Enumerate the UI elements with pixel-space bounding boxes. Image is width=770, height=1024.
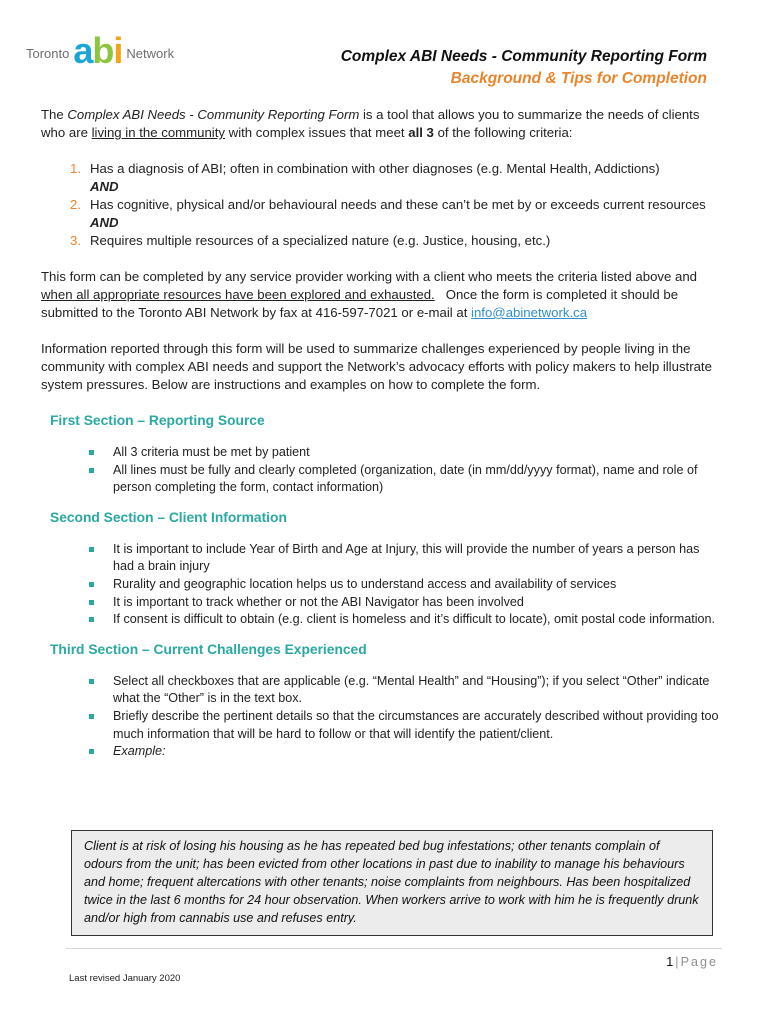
- list-item: [89, 743, 721, 761]
- document-body: [41, 106, 721, 773]
- criteria-and: AND: [90, 215, 119, 230]
- bullet-text: Rurality and geographic location helps us to understand access and availability of services: [113, 576, 617, 591]
- bullet-square-icon: [89, 714, 94, 719]
- criteria-number: 3.: [70, 233, 81, 248]
- submission-paragraph: [41, 268, 721, 322]
- bullet-text: It is important to include Year of Birth and Age at Injury, this will provide the number of years a person has had a brain injury: [113, 541, 700, 574]
- revision-date: Last revised January 2020: [69, 973, 181, 984]
- section-heading-client-information: Second Section – Client Information: [50, 509, 287, 525]
- bullet-text: Briefly describe the pertinent details so that the circumstances are accurately described without providing too much information that will be hard to follow or that will identify the patient/client.: [113, 708, 719, 741]
- intro-bold-phrase: all 3: [408, 125, 434, 140]
- reporting-source-bullets: [89, 444, 721, 497]
- criteria-text: Has cognitive, physical and/or behavioural needs and these can’t be met by or exceeds current resources: [90, 197, 706, 212]
- document-title: Complex ABI Needs - Community Reporting Form: [340, 48, 707, 65]
- page-number-value: 1: [666, 955, 674, 969]
- submission-text-a: This form can be completed by any service provider working with a client who meets the criteria listed above and: [41, 269, 698, 284]
- bullet-square-icon: [89, 600, 94, 605]
- bullet-square-icon: [89, 450, 94, 455]
- page-number: [666, 953, 718, 971]
- submission-underlined-phrase: when all appropriate resources have been explored and exhausted.: [41, 287, 435, 302]
- criteria-number: 2.: [70, 197, 81, 212]
- logo-word-toronto: Toronto: [26, 46, 70, 61]
- bullet-square-icon: [89, 582, 94, 587]
- criteria-and: AND: [90, 179, 119, 194]
- criteria-item: [70, 160, 721, 196]
- bullet-square-icon: [89, 679, 94, 684]
- toronto-abi-network-logo: [26, 30, 175, 74]
- intro-text-d: of the following criteria:: [433, 125, 573, 140]
- bullet-text: Example:: [113, 744, 166, 759]
- page-number-separator: |: [675, 955, 679, 969]
- client-information-bullets: [89, 541, 721, 629]
- logo-word-network: Network: [126, 46, 175, 61]
- list-item: [89, 576, 721, 594]
- page-label: Page: [680, 955, 718, 969]
- logo-letter-b: b: [92, 30, 114, 71]
- list-item: [89, 541, 721, 576]
- bullet-text: If consent is difficult to obtain (e.g. client is homeless and it’s difficult to locate), omit postal code information.: [113, 612, 716, 627]
- footer-divider: [66, 948, 722, 949]
- criteria-text: Has a diagnosis of ABI; often in combination with other diagnoses (e.g. Mental Health, Addictions): [90, 161, 660, 176]
- bullet-text: All lines must be fully and clearly completed (organization, date (in mm/dd/yyyy format), name and role of person completing the form, contact information): [113, 462, 698, 495]
- example-text-box: Client is at risk of losing his housing as he has repeated bed bug infestations; other tenants complain of odours from the unit; has been evicted from other locations in past due to inability to manage his behaviours and home; frequent altercations with other tenants; noise complaints from neighbours. Has been hospitalized twice in the last 6 months for 24 hour observation. When workers arrive to work with him he is frequently drunk and/or high from cannabis use and refuses entry.: [71, 830, 713, 936]
- intro-form-name: Complex ABI Needs - Community Reporting Form: [67, 107, 360, 122]
- email-link[interactable]: info@abinetwork.ca: [471, 305, 588, 320]
- intro-text-c: with complex issues that meet: [225, 125, 409, 140]
- bullet-text: Select all checkboxes that are applicable (e.g. “Mental Health” and “Housing”); if you select “Other” indicate what the “Other” is in the text box.: [113, 673, 710, 706]
- bullet-square-icon: [89, 547, 94, 552]
- list-item: [89, 673, 721, 708]
- logo-letter-i: i: [113, 30, 123, 71]
- logo-letter-a: a: [73, 30, 93, 71]
- intro-text-b: is a tool that allows you to summarize the needs of clients who are: [41, 107, 700, 140]
- bullet-text: All 3 criteria must be met by patient: [113, 445, 310, 459]
- section-heading-reporting-source: First Section – Reporting Source: [50, 413, 265, 428]
- logo-abi-mark: [73, 30, 123, 71]
- criteria-item: [70, 196, 721, 232]
- list-item: [89, 708, 721, 743]
- submission-text-b: Once the form is completed it should be submitted to the Toronto ABI Network by fax at 416-597-7021 or e-mail at: [41, 287, 682, 320]
- purpose-paragraph: Information reported through this form will be used to summarize challenges experienced by people living in the community with complex ABI needs and support the Network’s advocacy efforts with policy makers to help illustrate system pressures. Below are instructions and examples on how to complete the form.: [41, 341, 712, 392]
- list-item: [89, 594, 721, 612]
- current-challenges-bullets: [89, 673, 721, 761]
- criteria-list: [70, 160, 721, 250]
- intro-paragraph: [41, 106, 721, 142]
- criteria-text: Requires multiple resources of a specialized nature (e.g. Justice, housing, etc.): [90, 233, 551, 248]
- section-heading-current-challenges: Third Section – Current Challenges Experienced: [50, 641, 367, 657]
- intro-underlined-phrase: living in the community: [91, 125, 225, 140]
- list-item: [89, 611, 721, 629]
- list-item: [89, 444, 721, 462]
- criteria-item: [70, 232, 721, 250]
- bullet-square-icon: [89, 617, 94, 622]
- list-item: [89, 462, 721, 497]
- document-title-block: [341, 46, 707, 90]
- document-subtitle: Background & Tips for Completion: [450, 70, 707, 87]
- bullet-square-icon: [89, 468, 94, 473]
- bullet-text: It is important to track whether or not the ABI Navigator has been involved: [113, 594, 524, 609]
- intro-text-a: The: [41, 107, 68, 122]
- criteria-number: 1.: [70, 161, 81, 176]
- bullet-square-icon: [89, 749, 94, 754]
